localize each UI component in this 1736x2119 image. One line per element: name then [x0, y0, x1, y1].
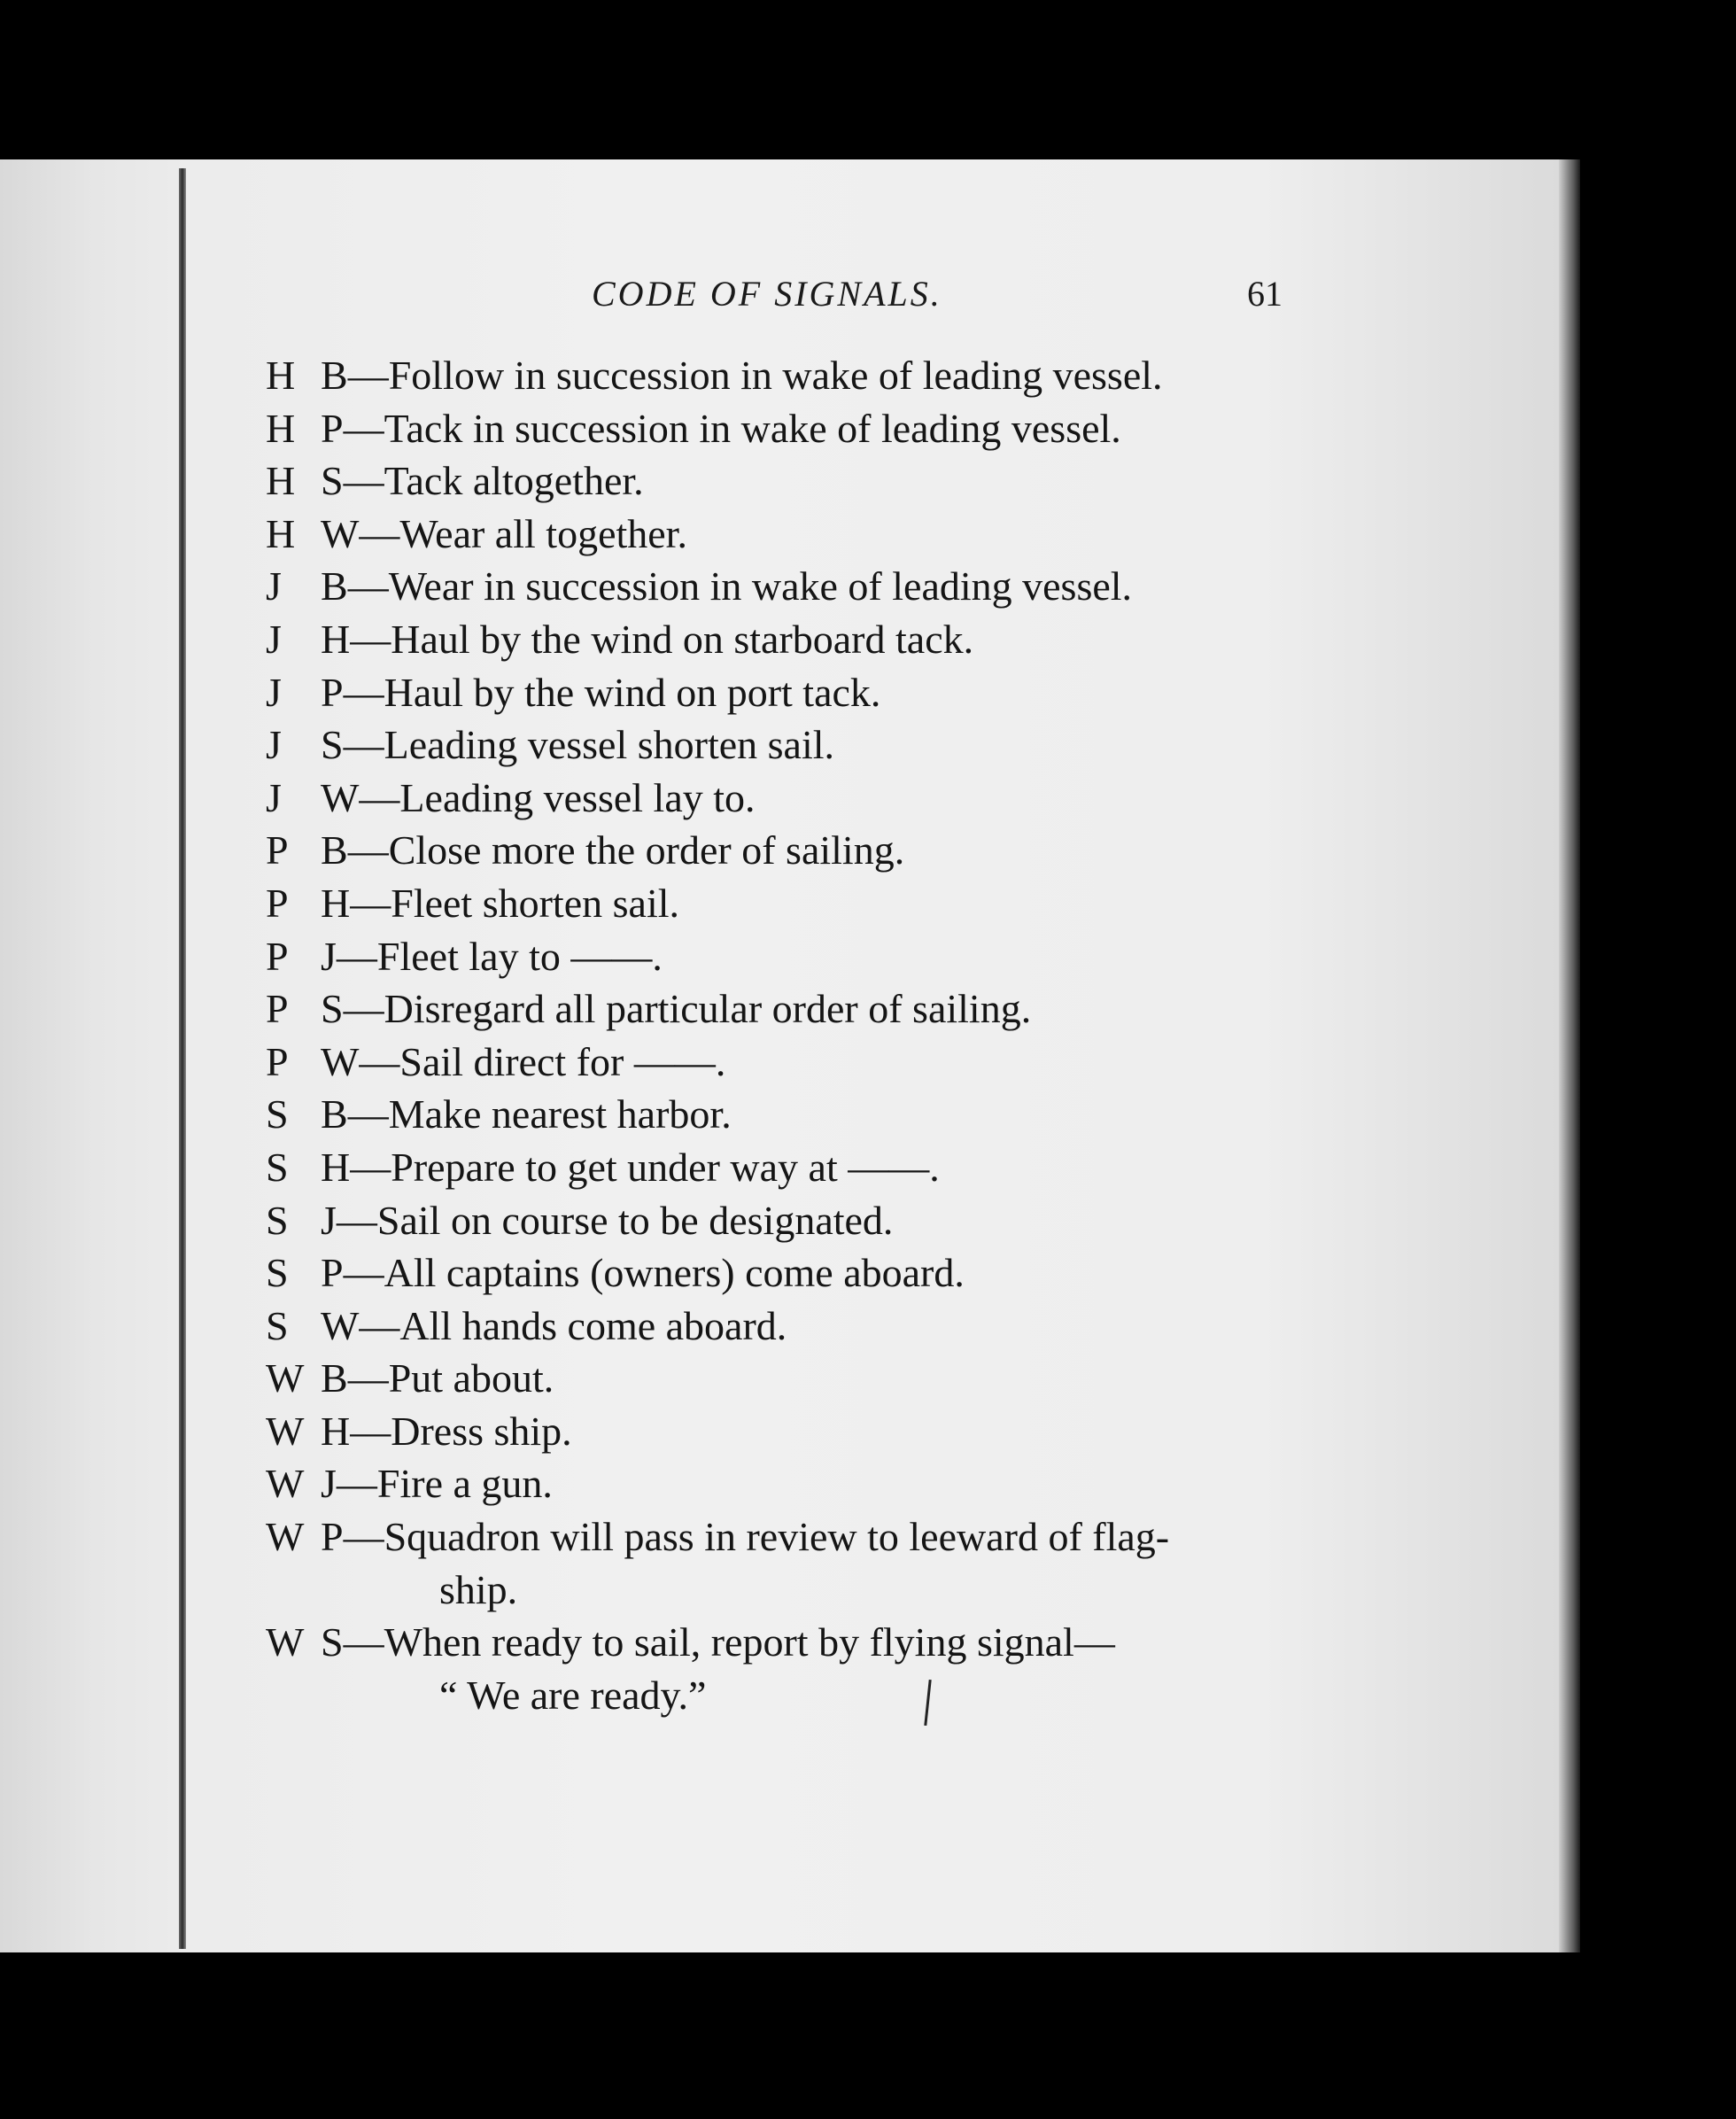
signal-code-first: J: [266, 722, 282, 768]
signal-code-first: W: [266, 1355, 305, 1401]
signal-entry: [266, 1300, 1311, 1353]
signal-code-second: J: [321, 1461, 337, 1507]
signal-meaning: —All hands come aboard.: [359, 1302, 787, 1348]
signal-code-first: S: [266, 1197, 289, 1243]
signal-code-second: J: [321, 1197, 337, 1243]
book-gutter: [179, 168, 186, 1949]
signal-meaning-continuation: “ We are ready.”: [439, 1672, 707, 1718]
signal-meaning: —Sail direct for ——.: [359, 1038, 726, 1084]
signal-entry: [266, 1194, 1311, 1247]
signal-code-second: H: [321, 1408, 351, 1454]
signal-meaning: —Leading vessel shorten sail.: [343, 722, 835, 768]
signal-code-first: P: [266, 933, 289, 979]
signal-code-first: S: [266, 1091, 289, 1137]
signal-code-second: P: [321, 405, 344, 451]
signal-entry: [266, 982, 1311, 1036]
signal-code-second: S: [321, 458, 344, 504]
signal-code-second: W: [321, 1038, 360, 1084]
signal-entry: [266, 1457, 1311, 1510]
signal-meaning: —Put about.: [347, 1355, 554, 1401]
signal-meaning: —When ready to sail, report by flying signal—: [343, 1619, 1115, 1665]
signal-code-second: B: [321, 1091, 348, 1137]
signal-code-first: P: [266, 880, 289, 926]
signal-entry: [266, 1352, 1311, 1405]
signal-code-first: J: [266, 616, 282, 662]
signal-meaning: —Fleet shorten sail.: [350, 880, 680, 926]
signal-code-second: B: [321, 353, 348, 398]
signal-entry: [266, 454, 1311, 508]
signal-entry: [266, 508, 1311, 561]
signal-meaning: —Fleet lay to ——.: [336, 933, 663, 979]
signal-code-first: W: [266, 1408, 305, 1454]
signal-meaning: —Wear in succession in wake of leading vessel.: [347, 563, 1133, 609]
signal-code-first: J: [266, 563, 282, 609]
signal-entry: [266, 824, 1311, 877]
page-number: 61: [1247, 274, 1283, 314]
signal-code-first: W: [266, 1514, 305, 1560]
signal-code-first: H: [266, 353, 296, 398]
signal-code-first: P: [266, 827, 289, 873]
signal-meaning: —Make nearest harbor.: [347, 1091, 732, 1137]
signal-meaning: —Wear all together.: [359, 510, 687, 556]
running-header: [592, 273, 1283, 326]
signal-entry: [266, 772, 1311, 825]
signal-entry: [266, 1036, 1311, 1089]
signal-code-second: B: [321, 563, 348, 609]
signal-code-first: S: [266, 1302, 289, 1348]
signal-entry: [266, 1405, 1311, 1458]
signal-code-first: S: [266, 1250, 289, 1296]
signal-meaning: —Squadron will pass in review to leeward of flag-: [343, 1514, 1170, 1560]
signal-meaning: —Follow in succession in wake of leading vessel.: [347, 353, 1163, 398]
signal-meaning: —Leading vessel lay to.: [359, 774, 756, 820]
signal-code-first: P: [266, 1038, 289, 1084]
signal-entry: [266, 877, 1311, 930]
signal-code-first: H: [266, 458, 296, 504]
signal-meaning: —Tack in succession in wake of leading vessel.: [343, 405, 1121, 451]
signal-entry: [266, 718, 1311, 772]
signal-code-first: J: [266, 774, 282, 820]
signal-entry: [266, 1246, 1311, 1300]
signal-code-first: J: [266, 669, 282, 715]
signal-entry: [266, 1088, 1311, 1141]
signal-code-second: P: [321, 1250, 344, 1296]
signal-code-second: P: [321, 669, 344, 715]
signal-meaning: —Haul by the wind on port tack.: [343, 669, 881, 715]
signal-meaning: —Sail on course to be designated.: [336, 1197, 894, 1243]
page-edge-shadow: [1559, 159, 1580, 1952]
signal-meaning-continuation: ship.: [439, 1566, 518, 1612]
signal-entry: [266, 349, 1311, 402]
signal-code-first: W: [266, 1461, 305, 1507]
signal-code-second: H: [321, 1144, 351, 1190]
signal-code-second: S: [321, 1619, 344, 1665]
signal-code-second: J: [321, 933, 337, 979]
signal-meaning: —Haul by the wind on starboard tack.: [350, 616, 974, 662]
signal-code-second: B: [321, 1355, 348, 1401]
signal-code-second: H: [321, 880, 351, 926]
signal-code-second: H: [321, 616, 351, 662]
signal-entry: [266, 613, 1311, 666]
signal-code-second: W: [321, 774, 360, 820]
signal-list: [266, 349, 1311, 1721]
signal-code-first: S: [266, 1144, 289, 1190]
signal-code-second: S: [321, 986, 344, 1032]
signal-code-first: H: [266, 405, 296, 451]
signal-code-second: S: [321, 722, 344, 768]
signal-entry: [266, 1141, 1311, 1194]
header-title: CODE OF SIGNALS.: [592, 274, 942, 314]
signal-meaning: —Fire a gun.: [336, 1461, 553, 1507]
signal-code-first: H: [266, 510, 296, 556]
signal-entry: [266, 402, 1311, 455]
signal-code-second: W: [321, 1302, 360, 1348]
signal-code-first: P: [266, 986, 289, 1032]
signal-meaning: —Close more the order of sailing.: [347, 827, 905, 873]
signal-entry: [266, 930, 1311, 983]
signal-meaning: —Dress ship.: [350, 1408, 572, 1454]
signal-code-first: W: [266, 1619, 305, 1665]
signal-meaning: —Prepare to get under way at ——.: [350, 1144, 940, 1190]
signal-entry: [266, 1510, 1311, 1616]
signal-meaning: —All captains (owners) come aboard.: [343, 1250, 965, 1296]
signal-entry: [266, 560, 1311, 613]
signal-meaning: —Disregard all particular order of sailing.: [343, 986, 1032, 1032]
signal-code-second: W: [321, 510, 360, 556]
signal-code-second: P: [321, 1514, 344, 1560]
signal-meaning: —Tack altogether.: [343, 458, 644, 504]
signal-entry: [266, 1616, 1311, 1721]
signal-code-second: B: [321, 827, 348, 873]
signal-entry: [266, 666, 1311, 719]
